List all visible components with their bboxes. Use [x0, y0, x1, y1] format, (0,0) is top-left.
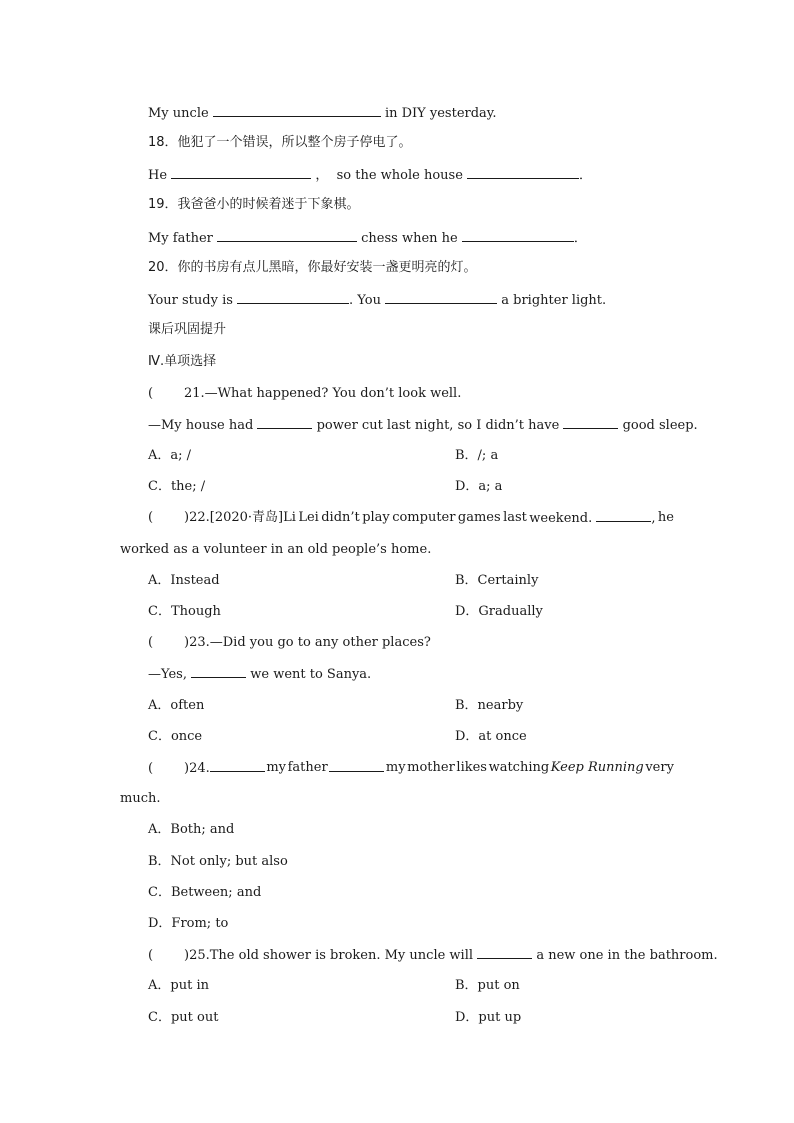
q23-reply-b: we went to Sanya.: [250, 667, 372, 682]
q19-period: ．: [573, 231, 587, 246]
q22-continuation: worked as a volunteer in an old people’s home.: [120, 542, 432, 557]
q24-option-c[interactable]: C．Between; and: [148, 885, 262, 900]
q19-blank-1[interactable]: [217, 230, 357, 242]
q21-option-d[interactable]: D．a; a: [455, 479, 503, 494]
q22-blank-group: [529, 510, 655, 527]
q20-blank-1[interactable]: [237, 292, 349, 304]
q17-text-a: My uncle: [148, 106, 209, 121]
q19-answer-line: [148, 230, 587, 247]
q24-option-d[interactable]: D．From; to: [148, 916, 229, 931]
q24-word: my: [385, 760, 406, 775]
q21-blank-2[interactable]: [563, 417, 618, 429]
q22-comma: ,: [651, 511, 656, 526]
q22-word: play: [362, 510, 390, 525]
q23-option-d[interactable]: D．at once: [455, 729, 527, 744]
q24-number: )24.: [184, 761, 210, 776]
q17-blank[interactable]: [213, 105, 381, 117]
q25-option-a[interactable]: A．put in: [148, 978, 209, 993]
q23-option-c[interactable]: C．once: [148, 729, 203, 744]
q22-number: )22.[2020·青岛]Li: [184, 510, 296, 525]
q22-word: Lei: [298, 510, 319, 525]
q18-text-a: He: [148, 168, 168, 183]
q21-reply-b: power cut last night, so I didn’t have: [316, 418, 560, 433]
q22-blank[interactable]: [596, 510, 651, 522]
q20-prompt: 20．你的书房有点儿黑暗，你最好安装一盏更明亮的灯。: [148, 260, 477, 275]
q22-word: last: [503, 510, 527, 525]
q22-word: didn’t: [321, 510, 360, 525]
q21-option-b[interactable]: B．/; a: [455, 448, 499, 463]
q20-answer-line: [148, 292, 606, 309]
q17-text-b: in DIY yesterday.: [384, 106, 497, 121]
q21-reply-c: good sleep.: [622, 418, 698, 433]
q24-word: very: [645, 760, 674, 775]
q24-stem: [148, 760, 674, 777]
q18-text-c: so the whole house: [336, 168, 463, 183]
q24-word: father: [287, 760, 328, 775]
q21-option-c[interactable]: C．the; /: [148, 479, 206, 494]
q20-text-c: a brighter light.: [501, 293, 607, 308]
q23-question: )23.—Did you go to any other places?: [184, 635, 431, 650]
q19-prompt: 19．我爸爸小的时候着迷于下象棋。: [148, 197, 360, 212]
q21-question: 21.—What happened? You don’t look well.: [184, 386, 462, 401]
q24-option-a[interactable]: A．Both; and: [148, 822, 235, 837]
q24-word: watching: [488, 760, 550, 775]
q17-answer-line: [148, 105, 497, 122]
q24-blank-1[interactable]: [210, 760, 265, 772]
q25-option-b[interactable]: B．put on: [455, 978, 520, 993]
q21-option-a[interactable]: A．a; /: [148, 448, 192, 463]
q21-reply-a: —My house had: [148, 418, 254, 433]
q23-answer-paren[interactable]: (: [148, 635, 154, 650]
q22-word: weekend.: [529, 511, 593, 526]
q25-question-end: a new one in the bathroom.: [536, 948, 718, 963]
q18-blank-2[interactable]: [467, 167, 579, 179]
q24-title-italic: Keep Running: [550, 760, 644, 775]
q22-word: computer: [392, 510, 456, 525]
part-title: Ⅳ.单项选择: [148, 354, 217, 369]
q24-answer-paren[interactable]: (: [148, 761, 154, 776]
q24-word: likes: [456, 760, 487, 775]
q24-word: mother: [407, 760, 455, 775]
q24-head: [148, 760, 265, 777]
q22-answer-paren[interactable]: (: [148, 510, 154, 525]
q23-option-a[interactable]: A．often: [148, 698, 205, 713]
q25-option-c[interactable]: C．put out: [148, 1010, 219, 1025]
q23-stem: [148, 635, 431, 651]
q22-word: he: [657, 510, 674, 525]
q22-stem: [148, 510, 674, 527]
q25-answer-paren[interactable]: (: [148, 948, 154, 963]
q21-answer-paren[interactable]: (: [148, 386, 154, 401]
q22-option-a[interactable]: A．Instead: [148, 573, 220, 588]
q25-question: )25.The old shower is broken. My uncle will: [184, 948, 474, 963]
q18-answer-line: [148, 167, 592, 184]
q20-text-a: Your study is: [148, 293, 233, 308]
q20-blank-2[interactable]: [385, 292, 497, 304]
q19-text-a: My father: [148, 231, 213, 246]
q18-period: ．: [579, 168, 593, 183]
q24-word: my: [266, 760, 287, 775]
q22-word: games: [457, 510, 501, 525]
q23-reply-a: —Yes,: [148, 667, 187, 682]
q25-stem: [148, 947, 718, 964]
q22-head: [148, 510, 296, 527]
q23-reply: [148, 666, 371, 683]
q21-stem: [148, 386, 461, 402]
q24-continuation: much.: [120, 791, 161, 806]
q18-prompt: 18．他犯了一个错误，所以整个房子停电了。: [148, 135, 412, 150]
section-title: 课后巩固提升: [148, 322, 227, 337]
q23-blank[interactable]: [191, 666, 246, 678]
q21-blank-1[interactable]: [257, 417, 312, 429]
q21-reply: [148, 417, 698, 434]
q18-comma: ，: [315, 168, 329, 183]
q22-option-d[interactable]: D．Gradually: [455, 604, 543, 619]
q20-text-b: . You: [349, 293, 381, 308]
q22-option-c[interactable]: C．Though: [148, 604, 221, 619]
q18-blank-1[interactable]: [171, 167, 311, 179]
q25-option-d[interactable]: D．put up: [455, 1010, 522, 1025]
q25-blank[interactable]: [477, 947, 532, 959]
q24-option-b[interactable]: B．Not only; but also: [148, 854, 288, 869]
q24-blank-2[interactable]: [329, 760, 384, 772]
q19-text-b: chess when he: [361, 231, 458, 246]
q19-blank-2[interactable]: [462, 230, 574, 242]
q22-option-b[interactable]: B．Certainly: [455, 573, 539, 588]
q23-option-b[interactable]: B．nearby: [455, 698, 524, 713]
